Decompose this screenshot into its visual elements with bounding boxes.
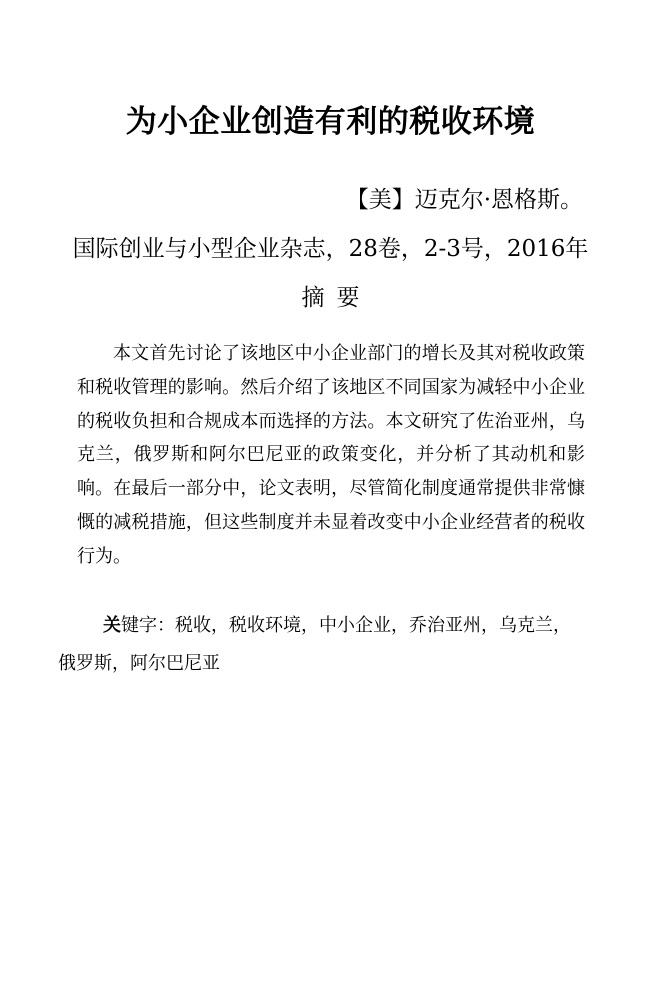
document-title: 为小企业创造有利的税收环境 bbox=[125, 104, 536, 140]
keywords-paragraph bbox=[58, 607, 588, 683]
keywords-text: 键字：税收，税收环境，中小企业，乔治亚州，乌克兰，俄罗斯，阿尔巴尼亚 bbox=[58, 615, 571, 674]
abstract-body: 本文首先讨论了该地区中小企业部门的增长及其对税收政策和税收管理的影响。然后介绍了该地区不同国家为减轻中小企业的税收负担和合规成本而选择的方法。本文研究了佐治亚州，乌克兰，俄罗斯和阿尔巴尼亚的政策变化，并分析了其动机和影响。在最后一部分中，论文表明，尽管简化制度通常提供非常慷慨的减税措施，但这些制度并未显着改变中小企业经营者的税收行为。 bbox=[77, 343, 585, 567]
abstract-heading: 摘要 bbox=[301, 285, 372, 311]
journal-citation: 国际创业与小型企业杂志，28卷，2-3号，2016年 bbox=[72, 236, 589, 262]
author-line: 【美】迈克尔·恩格斯。 bbox=[345, 187, 583, 213]
keywords-label: 关 bbox=[103, 615, 121, 636]
